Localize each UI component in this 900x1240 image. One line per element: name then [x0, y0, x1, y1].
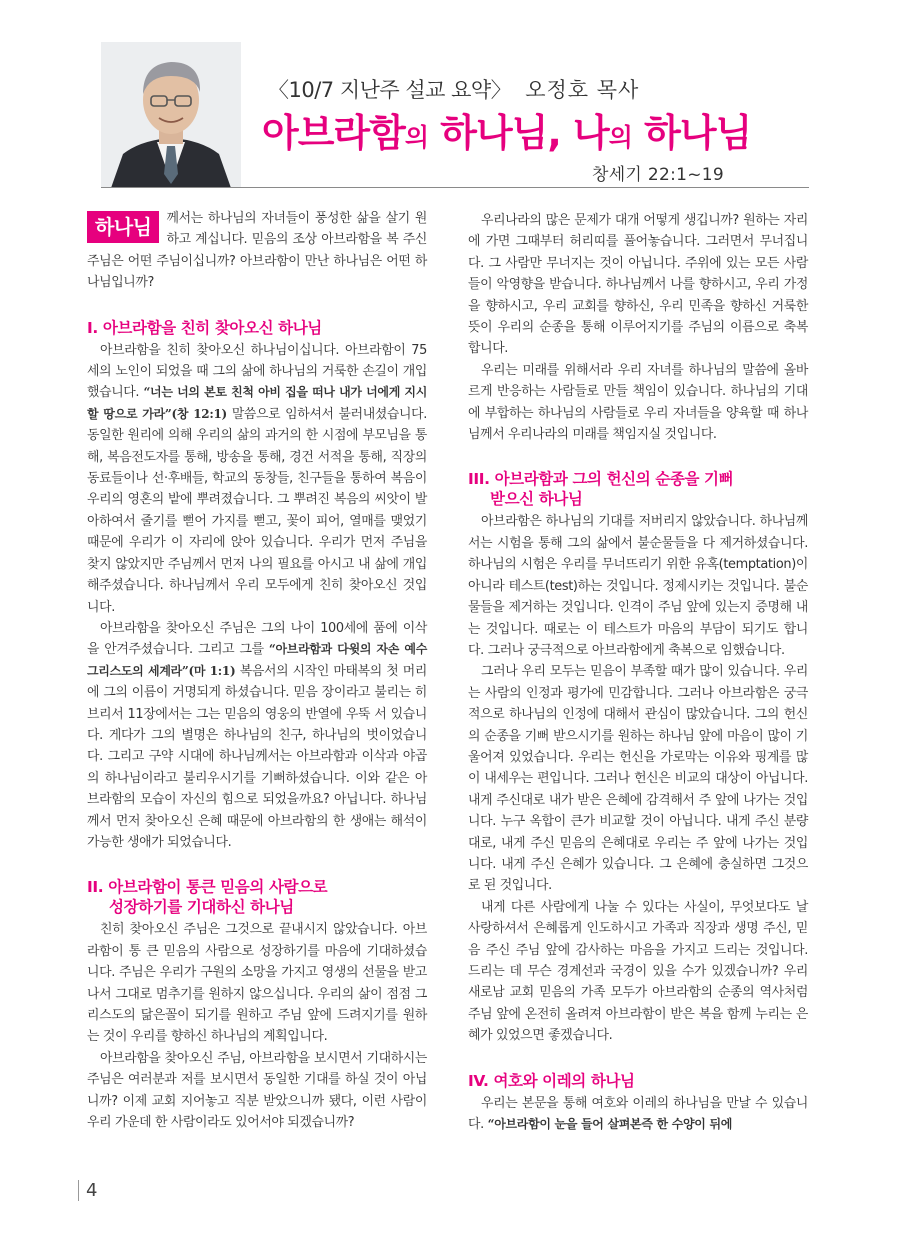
sermon-title: [262, 102, 752, 157]
heading-line: II. 아브라함이 통큰 믿음의 사람으로: [87, 878, 328, 897]
heading-line: 성장하기를 기대하신 하나님: [109, 898, 294, 917]
author-name: 오정호 목사: [525, 78, 640, 102]
paragraph: 내게 다른 사람에게 나눌 수 있다는 사실이, 무엇보다도 날 사랑하셔서 은혜롭게 인도하시고 가족과 직장과 생명 주신, 믿음 주신 주님 앞에 감사하는 마음을 가지고 드리는 것입니다. 드리는 데 무슨 경계선과 국경이 있을 수가 있겠습니까? 우리 새로남 교회 믿음의 가족 모두가 아브라함의 순종의 역사처럼 주님 앞에 온전히 올려져 아브라함이 받은 복을 함께 누리는 은혜가 있었으면 좋겠습니다.: [468, 899, 808, 1044]
title-particle: 의: [404, 123, 428, 152]
title-part: 아브라함: [262, 111, 405, 155]
intro-text: 께서는 하나님의 자녀들이 풍성한 삶을 살기 원하고 계십니다. 믿음의 조상 아브라함을 복 주신 주님은 어떤 주님이십니까? 아브라함이 만난 하나님은 어떤 하나님입니까?: [87, 211, 427, 291]
heading-line: 받으신 하나님: [490, 490, 583, 509]
paragraph: 그러나 우리 모두는 믿음이 부족할 때가 많이 있습니다. 우리는 사람의 인정과 평가에 민감합니다. 그러나 아브라함은 궁극적으로 하나님의 인정에 대해서 관심이 많았습니다. 그의 헌신의 순종을 기뻐 받으시기를 원하는 하나님 앞에 마음이 많이 기울어져 있었습니다. 우리는 헌신을 가로막는 이유와 핑계를 많이 내세우는 편입니다. 그러나 헌신은 비교의 대상이 아닙니다. 내게 주신대로 내가 받은 은혜에 감격해서 주 앞에 나가는 것입니다. 누구 옥합이 큰가 비교할 것이 아닙니다. 내게 주신 분량대로, 내게 주신 믿음의 은혜대로 우리는 주 앞에 나가는 것입니다. 내게 주신 은혜가 있습니다. 그 은혜에 충실하면 그것으로 된 것입니다.: [468, 664, 808, 894]
paragraph: 친히 찾아오신 주님은 그것으로 끝내시지 않았습니다. 아브라함이 통 큰 믿음의 사람으로 성장하기를 마음에 기대하셨습니다. 주님은 우리가 구원의 소망을 가지고 영생의 선물을 받고나서 그대로 멈추기를 원하지 않으십니다. 우리의 삶이 점점 그리스도의 닮은꼴이 되기를 원하고 주님 앞에 드려지기를 원하는 것이 우리를 향하신 하나님의 계획입니다.: [87, 922, 427, 1045]
scripture-quote: “너는 너의 본토 친척 아비 집을 떠나 내가 너에게 지시할 땅으로 가라”(창 12:1): [87, 385, 427, 421]
scripture-reference: 창세기 22:1~19: [591, 165, 724, 185]
series-label: 〈10/7 지난주 설교 요약〉: [268, 78, 512, 102]
text-run: 아브라함을 찾아오신 주님은 그의 나이 100세에 품에 이삭을 안겨주셨습니다. 그리고 그를: [87, 620, 427, 658]
text-run: 말씀으로 임하셔서 불러내셨습니다. 동일한 원리에 의해 우리의 삶의 과거의 한 시점에 부모님을 통해, 복음전도자를 통해, 방송을 통해, 경건 서적을 통해, 직장의 동료들이나 선·후배들, 학교의 동창들, 친구들을 통하여 복음이 우리의 영혼의 밭에 뿌려졌습니다. 그 뿌려진 복음의 씨앗이 발아하여서 줄기를 뻗어 가지를 뻗고, 꽃이 피어, 열매를 맺었기 때문에 우리가 이 자리에 앉아 있습니다. 우리가 먼저 주님을 찾지 않았지만 주님께서 먼저 나의 필요를 아시고 내 삶에 개입해주셨습니다. 하나님께서 우리 모두에게 친히 찾아오신 것입니다.: [87, 406, 427, 615]
paragraph: 우리나라의 많은 문제가 대개 어떻게 생깁니까? 원하는 자리에 가면 그때부터 허리띠를 풀어놓습니다. 그러면서 무너집니다. 그 사람만 무너지는 것이 아닙니다. 주위에 있는 모든 사람들이 악영향을 받습니다. 하나님께서 나를 향하시고, 우리 가정을 향하시고, 우리 교회를 향하신, 우리 민족을 향하신 거룩한 뜻이 우리의 순종을 통해 이루어지기를 주님의 이름으로 축복합니다.: [468, 213, 808, 357]
intro-paragraph: [87, 208, 427, 294]
section-4-heading: IV. 여호와 이레의 하나님: [468, 1071, 635, 1090]
title-particle: 의: [608, 123, 632, 152]
title-part: 하나님: [631, 111, 752, 155]
intro-badge: 하나님: [87, 211, 159, 243]
pastor-portrait-photo-icon: [101, 42, 241, 188]
section-1-heading: I. 아브라함을 친히 찾아오신 하나님: [87, 318, 322, 337]
section-2-heading: [87, 877, 427, 917]
pastor-portrait: [101, 42, 241, 188]
right-column: [468, 210, 808, 1135]
scripture-quote: “아브라함과 다윗의 자손 예수 그리스도의 세계라”(마 1:1): [87, 642, 427, 678]
header-divider: [101, 187, 809, 188]
page-number: 4: [78, 1180, 97, 1201]
sermon-series-line: [268, 74, 708, 104]
paragraph: [87, 340, 427, 618]
paragraph: [87, 618, 427, 853]
title-part: 하나님, 나: [428, 111, 609, 155]
paragraph: 아브라함을 찾아오신 주님, 아브라함을 보시면서 기대하시는 주님은 여러분과 저를 보시면서 동일한 기대를 하실 것이 아닙니까? 이제 교회 지어놓고 직분 받았으니까 됐다, 이런 사람이 우리 가운데 한 사람이라도 있어서야 되겠습니까?: [87, 1050, 427, 1131]
text-run: 아브라함을 친히 찾아오신 하나님이십니다. 아브라함이 75세의 노인이 되었을 때 그의 삶에 하나님의 거룩한 손길이 개입했습니다.: [87, 342, 427, 401]
paragraph: [468, 1093, 808, 1136]
text-run: 우리는 본문을 통해 여호와 이레의 하나님을 만날 수 있습니다.: [468, 1095, 808, 1133]
heading-line: III. 아브라함과 그의 헌신의 순종을 기뻐: [468, 470, 734, 489]
section-3-heading: [468, 469, 808, 509]
text-run: 복음서의 시작인 마태복의 첫 머리에 그의 이름이 거명되게 하셨습니다. 믿음 장이라고 불리는 히브리서 11장에서는 그는 믿음의 영웅의 반열에 우뚝 서 있습니다. 게다가 그의 별명은 하나님의 친구, 하나님의 벗이었습니다. 그리고 구약 시대에 하나님께서는 아브라함과 이삭과 야곱의 하나님이라고 불리우시기를 기뻐하셨습니다. 이와 같은 아브라함의 모습이 자신의 힘으로 되었을까요? 아닙니다. 하나님께서 먼저 찾아오신 은혜 때문에 아브라함의 한 생애는 해석이 가능한 생애가 되었습니다.: [87, 663, 427, 850]
left-column: [87, 208, 427, 1133]
paragraph: 우리는 미래를 위해서라 우리 자녀를 하나님의 말씀에 올바르게 반응하는 사람들로 만들 책임이 있습니다. 하나님의 기대에 부합하는 하나님의 사람들로 우리 자녀들을 양육할 때 하나님께서 우리나라의 미래를 책임지실 것입니다.: [468, 362, 808, 443]
paragraph: 아브라함은 하나님의 기대를 저버리지 않았습니다. 하나님께서는 시험을 통해 그의 삶에서 불순물들을 다 제거하셨습니다. 하나님의 시험은 우리를 무너뜨리기 위한 유혹(temptation)이 아니라 테스트(test)하는 것입니다. 정제시키는 것입니다. 불순물들을 제거하는 것입니다. 인격이 주님 앞에 있는지 증명해 내는 것입니다. 때로는 이 테스트가 마음의 부담이 되기도 합니다. 그러나 궁극적으로 아브라함에게 축복으로 임했습니다.: [468, 514, 808, 658]
scripture-quote: “아브라함이 눈을 들어 살펴본즉 한 수양이 뒤에: [487, 1117, 733, 1132]
